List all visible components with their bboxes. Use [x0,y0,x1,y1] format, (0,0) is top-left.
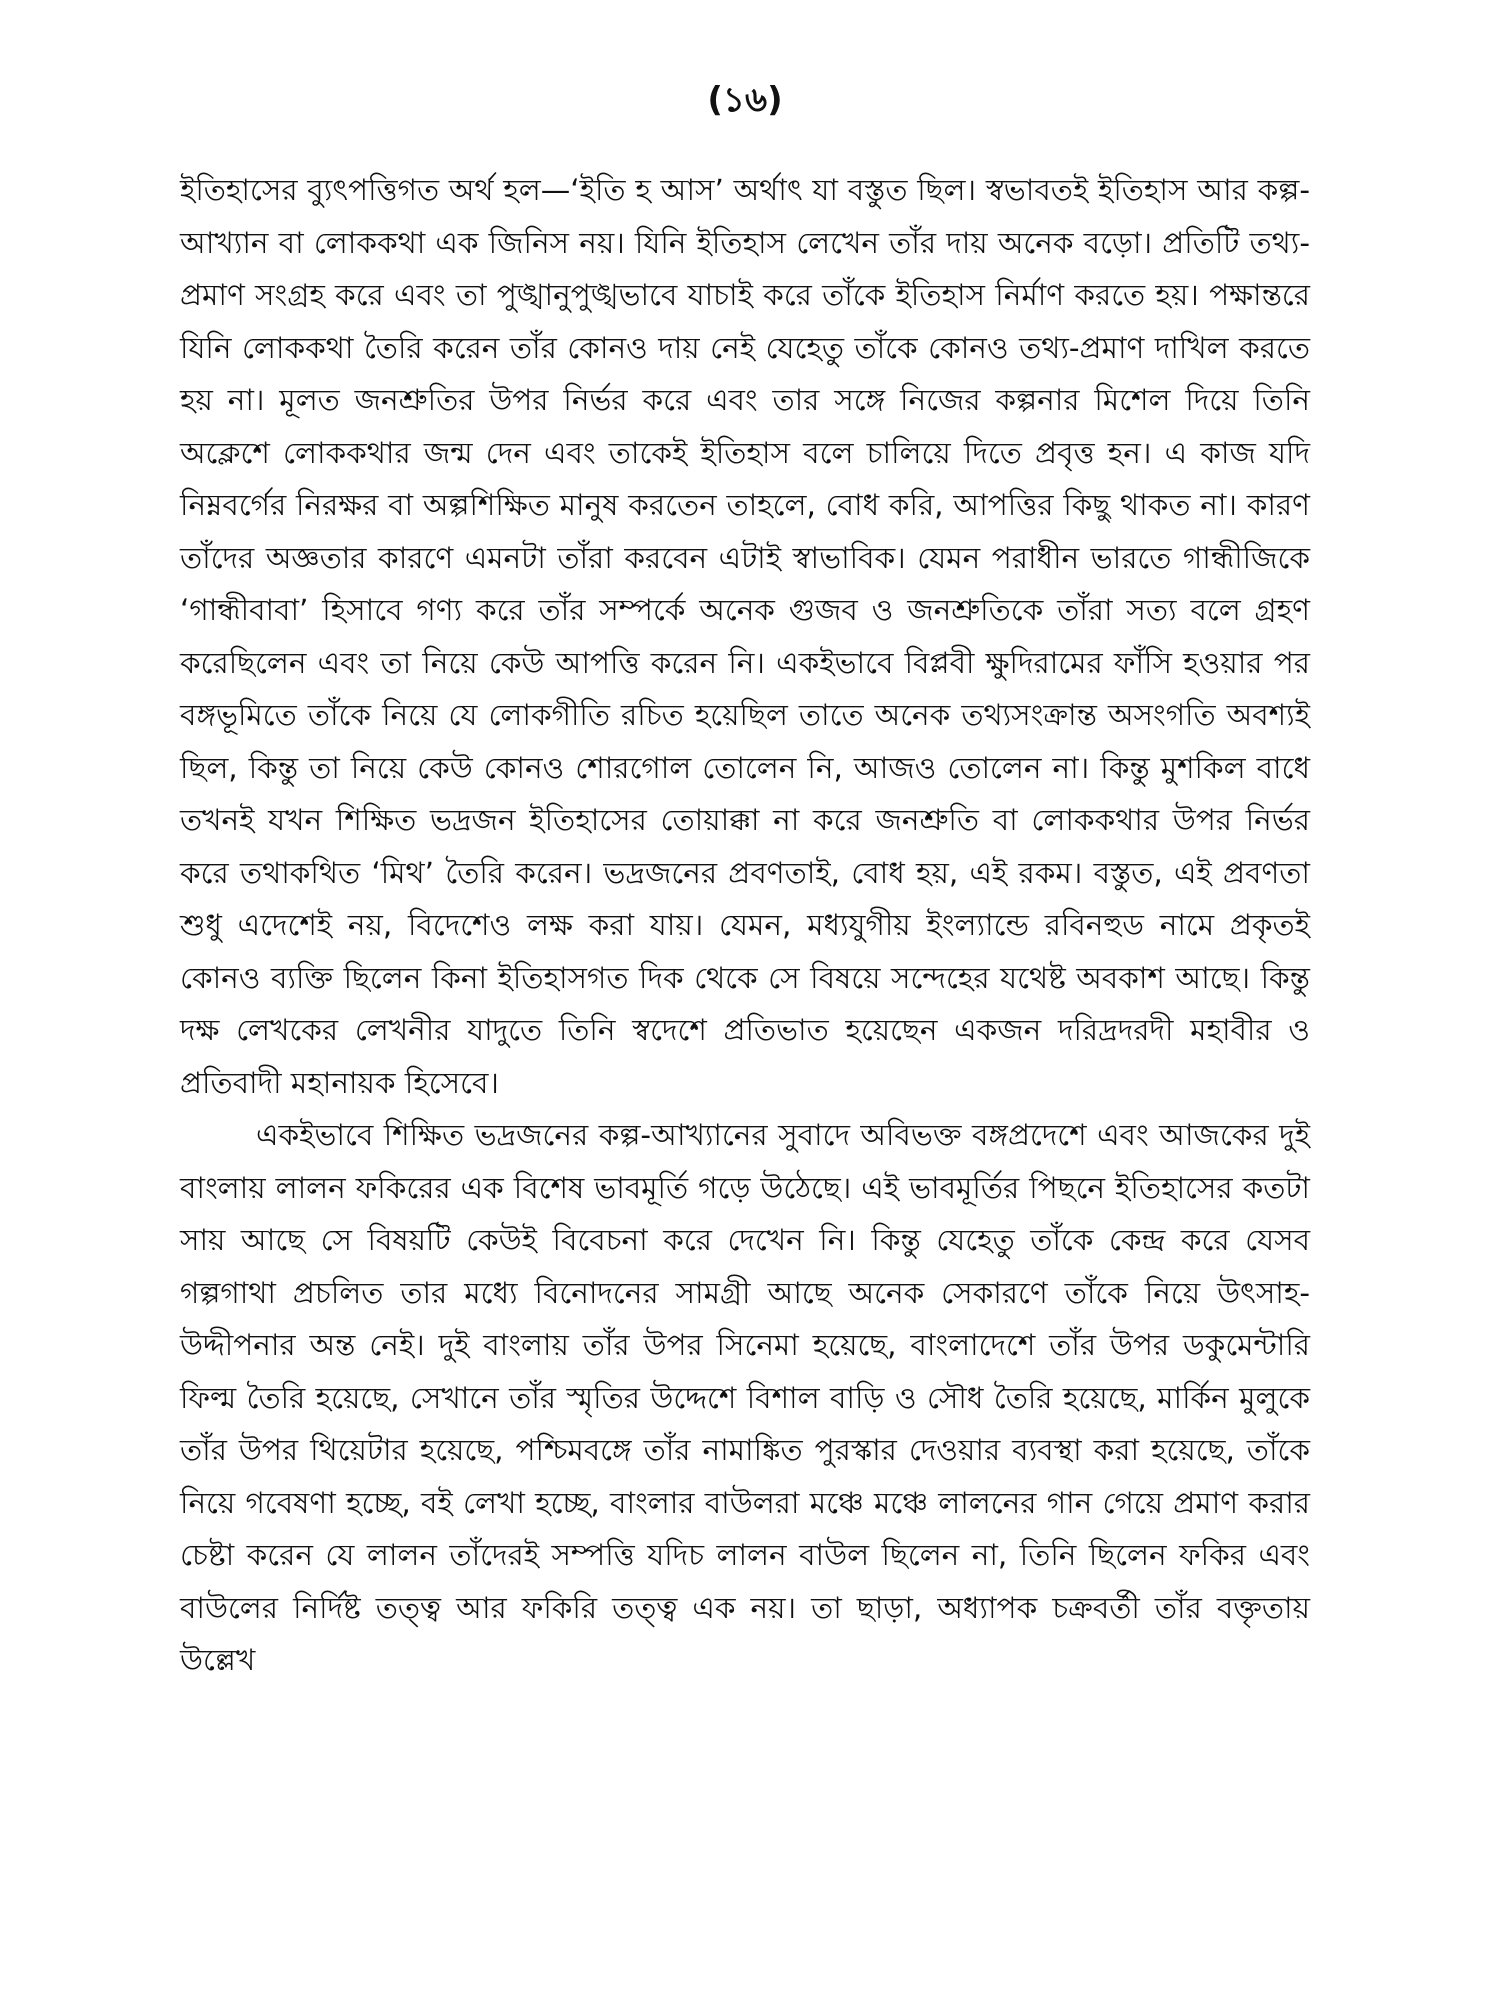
page-number: (১৬) [707,80,783,120]
body-paragraph-1: ইতিহাসের ব্যুৎপত্তিগত অর্থ হল—‘ইতি হ আস’ অর্থাৎ যা বস্তুত ছিল। স্বভাবতই ইতিহাস আর কল্প-আখ্যান বা লোককথা এক জিনিস নয়। যিনি ইতিহাস লেখেন তাঁর দায় অনেক বড়ো। প্রতিটি তথ্য-প্রমাণ সংগ্রহ করে এবং তা পুঙ্খানুপুঙ্খভাবে যাচাই করে তাঁকে ইতিহাস নির্মাণ করতে হয়। পক্ষান্তরে যিনি লোককথা তৈরি করেন তাঁর কোনও দায় নেই যেহেতু তাঁকে কোনও তথ্য-প্রমাণ দাখিল করতে হয় না। মূলত জনশ্রুতির উপর নির্ভর করে এবং তার সঙ্গে নিজের কল্পনার মিশেল দিয়ে তিনি অক্লেশে লোককথার জন্ম দেন এবং তাকেই ইতিহাস বলে চালিয়ে দিতে প্রবৃত্ত হন। এ কাজ যদি নিম্নবর্গের নিরক্ষর বা অল্পশিক্ষিত মানুষ করতেন তাহলে, বোধ করি, আপত্তির কিছু থাকত না। কারণ তাঁদের অজ্ঞতার কারণে এমনটা তাঁরা করবেন এটাই স্বাভাবিক। যেমন পরাধীন ভারতে গান্ধীজিকে ‘গান্ধীবাবা’ হিসাবে গণ্য করে তাঁর সম্পর্কে অনেক গুজব ও জনশ্রুতিকে তাঁরা সত্য বলে গ্রহণ করেছিলেন এবং তা নিয়ে কেউ আপত্তি করেন নি। একইভাবে বিপ্লবী ক্ষুদিরামের ফাঁসি হওয়ার পর বঙ্গভূমিতে তাঁকে নিয়ে যে লোকগীতি রচিত হয়েছিল তাতে অনেক তথ্যসংক্রান্ত অসংগতি অবশ্যই ছিল, কিন্তু তা নিয়ে কেউ কোনও শোরগোল তোলেন নি, আজও তোলেন না। কিন্তু মুশকিল বাধে তখনই যখন শিক্ষিত ভদ্রজন ইতিহাসের তোয়াক্কা না করে জনশ্রুতি বা লোককথার উপর নির্ভর করে তথাকথিত ‘মিথ’ তৈরি করেন। ভদ্রজনের প্রবণতাই, বোধ হয়, এই রকম। বস্তুত, এই প্রবণতা শুধু এদেশেই নয়, বিদেশেও লক্ষ করা যায়। যেমন, মধ্যযুগীয় ইংল্যান্ডে রবিনহুড নামে প্রকৃতই কোনও ব্যক্তি ছিলেন কিনা ইতিহাসগত দিক থেকে সে বিষয়ে সন্দেহের যথেষ্ট অবকাশ আছে। কিন্তু দক্ষ লেখকের লেখনীর যাদুতে তিনি স্বদেশে প্রতিভাত হয়েছেন একজন দরিদ্রদরদী মহাবীর ও প্রতিবাদী মহানায়ক হিসেবে। [180,173,1310,1100]
body-paragraph-2: একইভাবে শিক্ষিত ভদ্রজনের কল্প-আখ্যানের সুবাদে অবিভক্ত বঙ্গপ্রদেশে এবং আজকের দুই বাংলায় লালন ফকিরের এক বিশেষ ভাবমূর্তি গড়ে উঠেছে। এই ভাবমূর্তির পিছনে ইতিহাসের কতটা সায় আছে সে বিষয়টি কেউই বিবেচনা করে দেখেন নি। কিন্তু যেহেতু তাঁকে কেন্দ্র করে যেসব গল্পগাথা প্রচলিত তার মধ্যে বিনোদনের সামগ্রী আছে অনেক সেকারণে তাঁকে নিয়ে উৎসাহ-উদ্দীপনার অন্ত নেই। দুই বাংলায় তাঁর উপর সিনেমা হয়েছে, বাংলাদেশে তাঁর উপর ডকুমেন্টারি ফিল্ম তৈরি হয়েছে, সেখানে তাঁর স্মৃতির উদ্দেশে বিশাল বাড়ি ও সৌধ তৈরি হয়েছে, মার্কিন মুলুকে তাঁর উপর থিয়েটার হয়েছে, পশ্চিমবঙ্গে তাঁর নামাঙ্কিত পুরস্কার দেওয়ার ব্যবস্থা করা হয়েছে, তাঁকে নিয়ে গবেষণা হচ্ছে, বই লেখা হচ্ছে, বাংলার বাউলরা মঞ্চে মঞ্চে লালনের গান গেয়ে প্রমাণ করার চেষ্টা করেন যে লালন তাঁদেরই সম্পত্তি যদিচ লালন বাউল ছিলেন না, তিনি ছিলেন ফকির এবং বাউলের নির্দিষ্ট তত্ত্ব আর ফকিরি তত্ত্ব এক নয়। তা ছাড়া, অধ্যাপক চক্রবর্তী তাঁর বক্তৃতায় উল্লেখ [180,1118,1310,1677]
document-page [180,70,1310,1687]
